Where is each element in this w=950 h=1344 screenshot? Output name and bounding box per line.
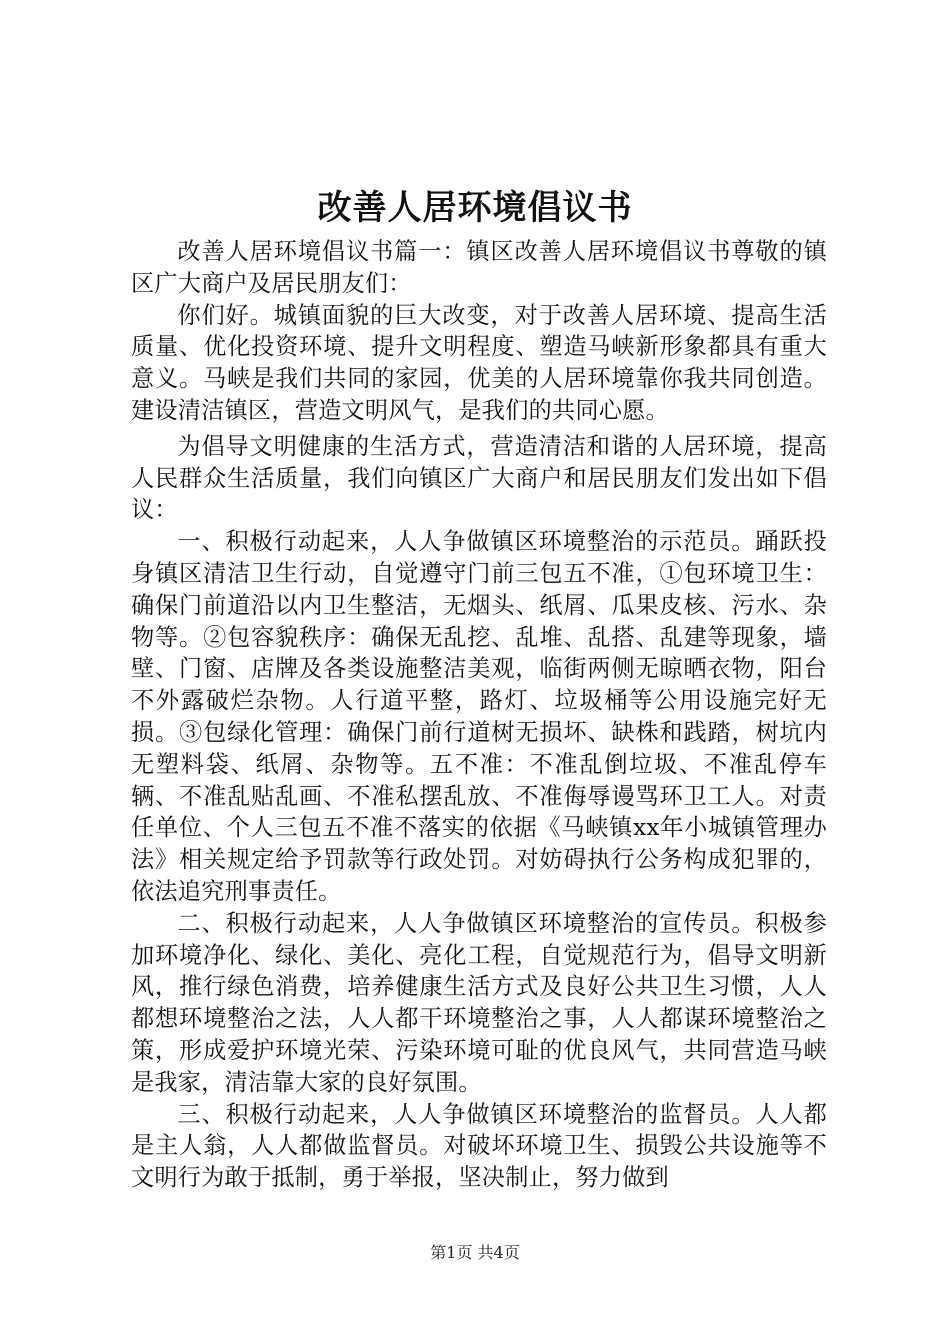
paragraph-purpose: 为倡导文明健康的生活方式，营造清洁和谐的人居环境，提高人民群众生活质量，我们向镇区广大商户和居民朋友们发出如下倡议：	[131, 432, 827, 524]
paragraph-point-two: 二、积极行动起来，人人争做镇区环境整治的宣传员。积极参加环境净化、绿化、美化、亮化工程，自觉规范行为，倡导文明新风，推行绿色消费，培养健康生活方式及良好公共卫生习惯，人人都想环境整治之法，人人都干环境整治之事，人人都谋环境整治之策，形成爱护环境光荣、污染环境可耻的优良风气，共同营造马峡是我家，清洁靠大家的良好氛围。	[131, 909, 827, 1096]
document-body	[131, 236, 827, 1194]
paragraph-intro: 改善人居环境倡议书篇一：镇区改善人居环境倡议书尊敬的镇区广大商户及居民朋友们：	[131, 238, 827, 297]
paragraph-point-one: 一、积极行动起来，人人争做镇区环境整治的示范员。踊跃投身镇区清洁卫生行动，自觉遵守门前三包五不准，①包环境卫生：确保门前道沿以内卫生整洁，无烟头、纸屑、瓜果皮核、污水、杂物等。②包容貌秩序：确保无乱挖、乱堆、乱搭、乱建等现象，墙壁、门窗、店牌及各类设施整洁美观，临街两侧无晾晒衣物，阳台不外露破烂杂物。人行道平整，路灯、垃圾桶等公用设施完好无损。③包绿化管理：确保门前行道树无损坏、缺株和践踏，树坑内无塑料袋、纸屑、杂物等。五不准：不准乱倒垃圾、不准乱停车辆、不准乱贴乱画、不准私摆乱放、不准侮辱谩骂环卫工人。对责任单位、个人三包五不准不落实的依据《马峡镇xx年小城镇管理办法》相关规定给予罚款等行政处罚。对妨碍执行公务构成犯罪的，依法追究刑事责任。	[131, 528, 827, 905]
paragraph-greeting: 你们好。城镇面貌的巨大改变，对于改善人居环境、提高生活质量、优化投资环境、提升文明程度、塑造马峡新形象都具有重大意义。马峡是我们共同的家园，优美的人居环境靠你我共同创造。建设清洁镇区，营造文明风气，是我们的共同心愿。	[131, 301, 827, 424]
page-footer: 第1页 共4页	[430, 1243, 520, 1262]
paragraph-point-three: 三、积极行动起来，人人争做镇区环境整治的监督员。人人都是主人翁，人人都做监督员。对破坏环境卫生、损毁公共设施等不文明行为敢于抵制，勇于举报，坚决制止，努力做到	[131, 1100, 827, 1192]
document-title: 改善人居环境倡议书	[317, 188, 633, 228]
